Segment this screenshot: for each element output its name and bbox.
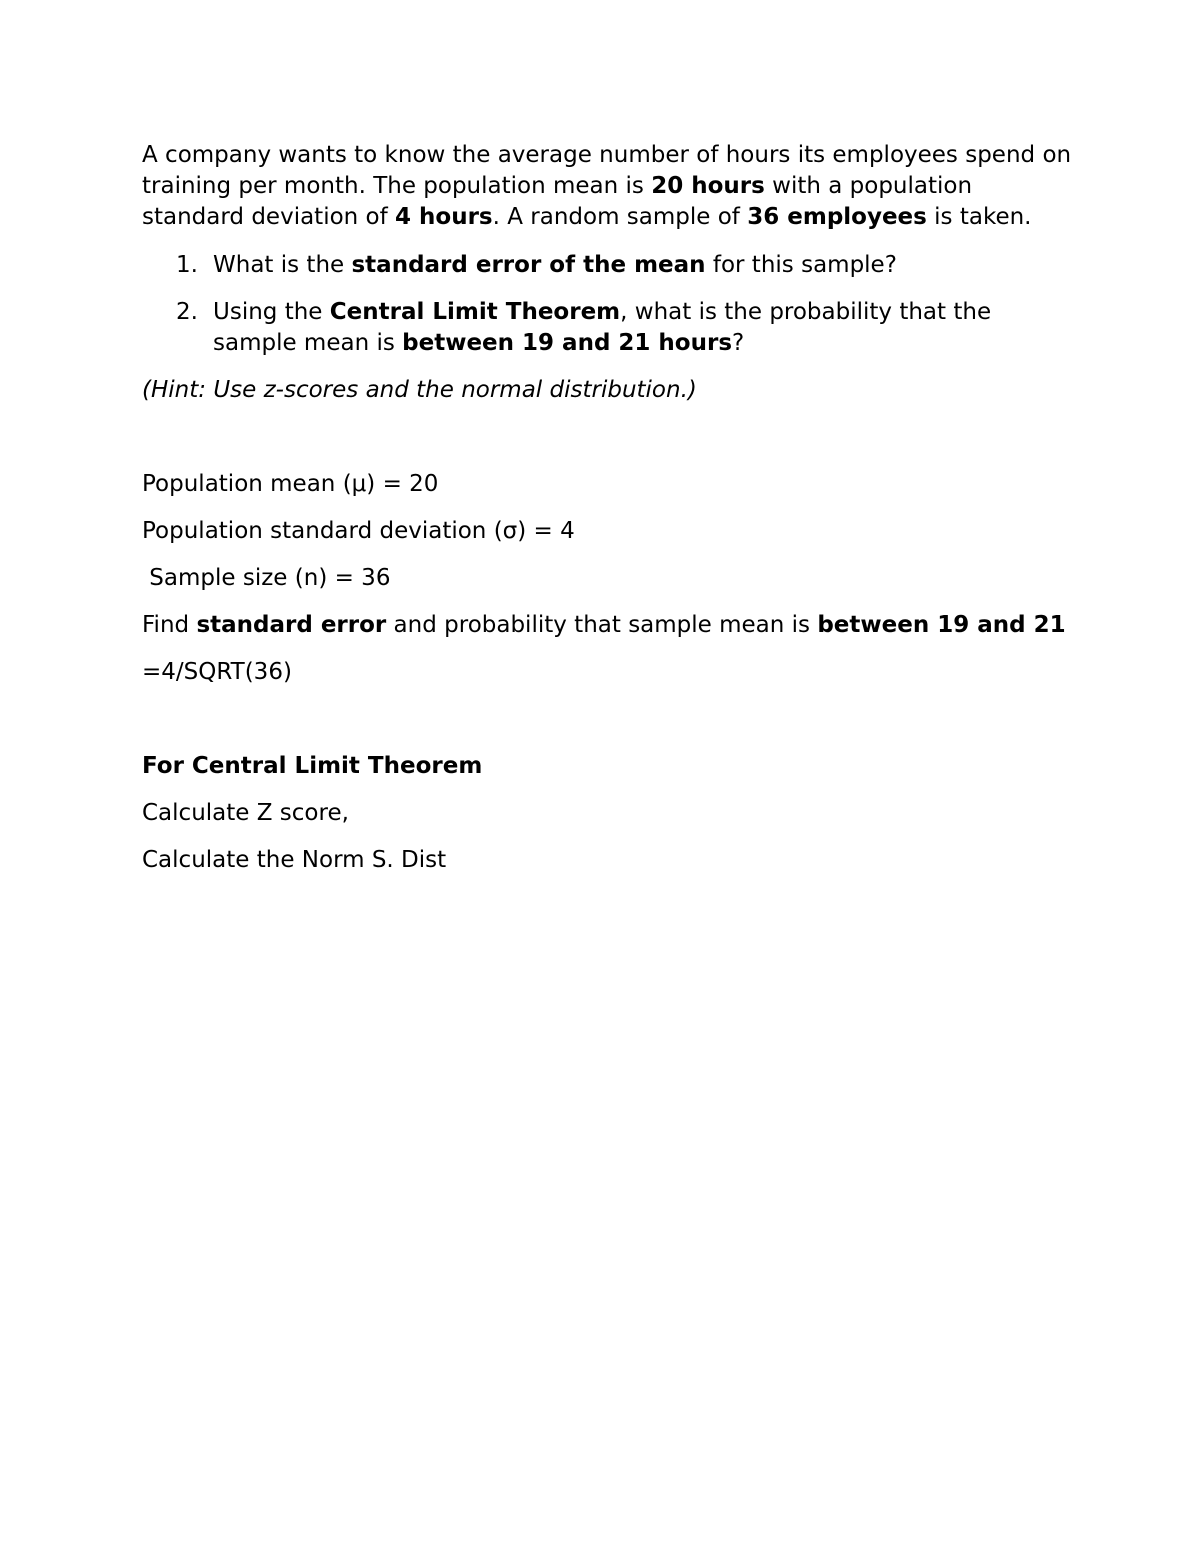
sample-size-line: Sample size (n) = 36	[142, 565, 391, 591]
intro-part: is taken.	[926, 204, 1032, 230]
document-page	[142, 140, 1072, 892]
question-part-bold: Central Limit Theorem	[329, 299, 621, 325]
problem-intro	[142, 140, 1072, 233]
intro-part-bold: 4 hours	[395, 204, 493, 230]
intro-part: . A random sample of	[492, 204, 748, 230]
question-part: ?	[732, 330, 745, 356]
find-part-bold: standard error	[196, 612, 387, 638]
question-part-bold: between 19 and 21 hours	[402, 330, 733, 356]
given-section	[142, 469, 1072, 688]
question-item	[142, 250, 1072, 281]
clt-step-normsdist: Calculate the Norm S. Dist	[142, 847, 447, 873]
clt-heading	[142, 751, 1072, 782]
clt-step-zscore: Calculate Z score,	[142, 800, 349, 826]
intro-part-bold: 36 employees	[747, 204, 927, 230]
hint-text: (Hint: Use z-scores and the normal distribution.)	[142, 377, 697, 403]
find-part-bold: between 19 and 21	[817, 612, 1066, 638]
intro-part: A company wants to know the average number of hours its employees spend on training per month. The population mean is	[142, 142, 1072, 199]
find-part: and probability that sample mean is	[386, 612, 818, 638]
question-part: for this sample?	[705, 252, 897, 278]
question-list	[142, 250, 1072, 359]
question-part: Using the	[213, 299, 330, 325]
question-number: 1.	[176, 252, 198, 278]
question-number: 2.	[176, 299, 198, 325]
find-part: Find	[142, 612, 197, 638]
question-item	[142, 297, 1072, 359]
intro-part: with a population standard deviation of	[142, 173, 973, 230]
clt-heading-text: For Central Limit Theorem	[142, 753, 483, 779]
question-part: What is the	[213, 252, 352, 278]
question-part: , what is the probability that the sample mean is	[213, 299, 992, 356]
intro-part-bold: 20 hours	[651, 173, 765, 199]
clt-section	[142, 751, 1072, 876]
population-mean-line: Population mean (μ) = 20	[142, 471, 439, 497]
question-part-bold: standard error of the mean	[351, 252, 706, 278]
population-sd-line: Population standard deviation (σ) = 4	[142, 518, 575, 544]
standard-error-formula: =4/SQRT(36)	[142, 659, 292, 685]
find-line	[142, 610, 1072, 641]
